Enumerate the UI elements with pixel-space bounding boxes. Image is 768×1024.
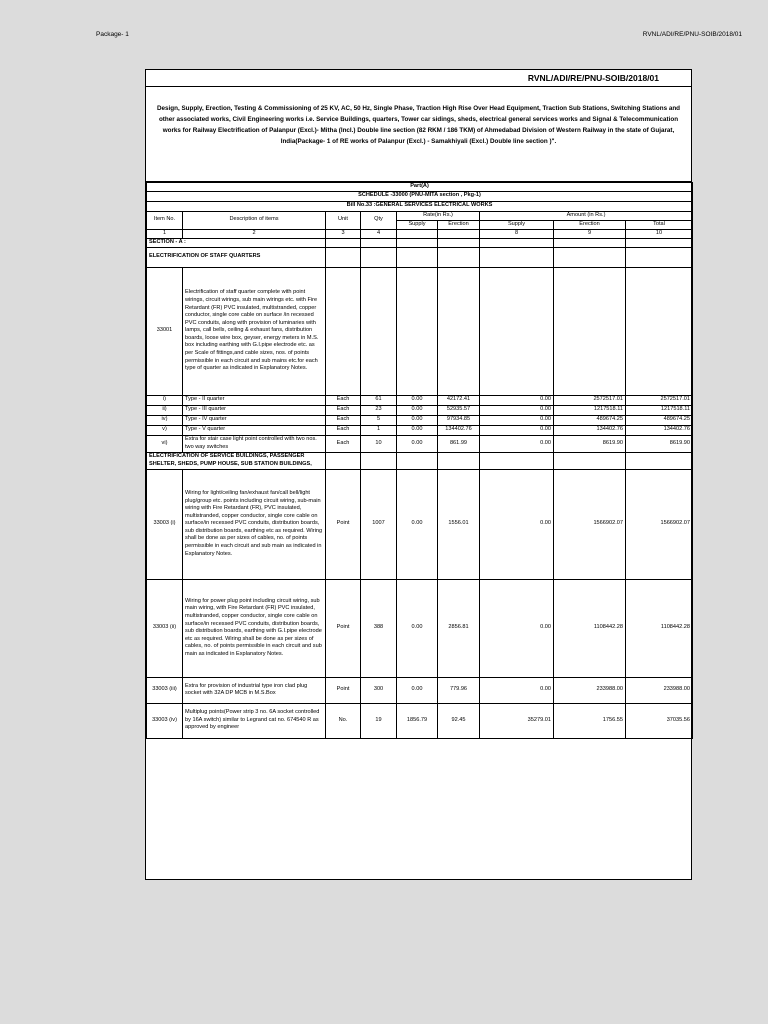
header-description: Description of items [183, 211, 326, 229]
item-total: 1108442.28 [626, 579, 693, 677]
item-no: 33003 (iii) [147, 677, 183, 703]
sub-item-desc: Type - IV quarter [183, 415, 326, 425]
bill-label: Bill No.33 :GENERAL SERVICES ELECTRICAL WORKS [147, 201, 693, 211]
item-total: 233988.00 [626, 677, 693, 703]
item-amount-supply: 35279.01 [480, 703, 554, 738]
sub-item-rate-supply: 0.00 [397, 405, 438, 415]
sub-item-amount-erection: 2572517.01 [554, 395, 626, 405]
item-rate-supply: 0.00 [397, 677, 438, 703]
sub-item-total: 1217518.11 [626, 405, 693, 415]
section-a-label: SECTION - A : [147, 238, 326, 247]
header-rate: Rate(in Rs.) [397, 211, 480, 220]
item-amount-supply: 0.00 [480, 579, 554, 677]
sub-item-qty: 23 [361, 405, 397, 415]
sub-item-rate-supply: 0.00 [397, 395, 438, 405]
header-rate-erection: Erection [438, 220, 480, 229]
tender-title: Design, Supply, Erection, Testing & Commissioning of 25 KV, AC, 50 Hz, Single Phase, Traction High Rise Over Head Equipment, Traction Sub Stations, Switching Stations and other associated works, Civil Engineering works i.e. Service Buildings, quarters, Tower car sidings, sheds, electrical general services works and Signal & Telecommunication works for Railway Electrification of Palanpur (Excl.)- Mitha (Incl.) Double line section (82 RKM / 186 TKM) of Ahmedabad Division of Western Railway in the state of Gujarat, India(Package- 1 of RE works of Palanpur (Excl.) - Samakhiyali (Excl.) Double line section )". [146, 87, 691, 182]
sub-item-rate-erection: 861.99 [438, 435, 480, 452]
item-qty: 388 [361, 579, 397, 677]
header-amount-total: Total [626, 220, 693, 229]
page-header-left: Package- 1 [96, 31, 129, 38]
sub-item-amount-erection: 1217518.11 [554, 405, 626, 415]
col-number: 4 [361, 229, 397, 238]
item-unit: Point [326, 469, 361, 579]
sub-item-rate-erection: 52935.57 [438, 405, 480, 415]
item-total: 37035.56 [626, 703, 693, 738]
boq-sheet [145, 69, 692, 880]
sub-item-total: 8619.90 [626, 435, 693, 452]
item-total: 1566902.07 [626, 469, 693, 579]
col-number: 9 [554, 229, 626, 238]
sub-item-qty: 61 [361, 395, 397, 405]
item-rate-erection: 92.45 [438, 703, 480, 738]
document-reference: RVNL/ADI/RE/PNU-SOIB/2018/01 [146, 70, 691, 87]
item-rate-erection: 2856.81 [438, 579, 480, 677]
section-service-buildings: ELECTRIFICATION OF SERVICE BUILDINGS, PASSENGER SHELTER, SHEDS, PUMP HOUSE, SUB STATION BUILDINGS, [147, 452, 326, 469]
item-amount-supply: 0.00 [480, 469, 554, 579]
sub-item-qty: 10 [361, 435, 397, 452]
sub-item-unit: Each [326, 435, 361, 452]
col-number: 2 [183, 229, 326, 238]
part-label: Part(A) [147, 183, 693, 192]
header-amount-erection: Erection [554, 220, 626, 229]
sub-item-amount-supply: 0.00 [480, 435, 554, 452]
col-number [397, 229, 438, 238]
item-amount-erection: 233988.00 [554, 677, 626, 703]
sub-item-no: vi) [147, 435, 183, 452]
item-rate-supply: 0.00 [397, 579, 438, 677]
page-header-right: RVNL/ADI/RE/PNU-SOIB/2018/01 [642, 31, 742, 38]
sub-item-rate-supply: 0.00 [397, 435, 438, 452]
item-desc: Wiring for power plug point including circuit wiring, sub main wiring, with Fire Retardant (FR) PVC insulated, multistranded, copper conductor, single core cable on surface/in recessed PVC conduits, distribution boards, sub distribution boards, earthing with G.I.pipe electrode etc as required. Wiring shall be done as per sizes of cables, no. of points permissible in each circuit and sub main as indicated in Explanatory Notes. [183, 579, 326, 677]
item-rate-erection: 779.96 [438, 677, 480, 703]
item-desc: Extra for provision of industrial type iron clad plug socket with 32A DP MCB in M.S.Box [183, 677, 326, 703]
sub-item-total: 134402.76 [626, 425, 693, 435]
sub-item-rate-erection: 134402.76 [438, 425, 480, 435]
header-unit: Unit [326, 211, 361, 229]
sub-item-amount-supply: 0.00 [480, 425, 554, 435]
sub-item-desc: Type - III quarter [183, 405, 326, 415]
sub-item-rate-erection: 97934.85 [438, 415, 480, 425]
header-rate-supply: Supply [397, 220, 438, 229]
item-desc: Multiplug points(Power strip 3 no. 6A socket controlled by 16A switch) similar to Legrand cat no. 674540 R as approved by engineer [183, 703, 326, 738]
item-no-33001: 33001 [147, 267, 183, 395]
col-number: 3 [326, 229, 361, 238]
sub-item-amount-supply: 0.00 [480, 415, 554, 425]
sub-item-qty: 1 [361, 425, 397, 435]
item-amount-erection: 1756.55 [554, 703, 626, 738]
item-desc-33001: Electrification of staff quarter complete with point wirings, circuit wirings, sub main wirings etc. with Fire Retardant (FR) PVC insulated, multistranded, copper conductor, single core cable on surface /in recessed PVC conduits, along with provision of luminaries with lamps, call bells, ceiling & exhaust fans, distribution boards, loose wire box, geyser, energy meters in M.S. box including earthing with G.I.pipe electrode etc. as per Scale of fittings,and cable sizes, nos. of points permissible in each circuit and sub mains etc.for each type of quarter as indicated in Explanatory Notes. [183, 267, 326, 395]
header-amount: Amount (in Rs.) [480, 211, 693, 220]
item-no: 33003 (iv) [147, 703, 183, 738]
col-number: 8 [480, 229, 554, 238]
item-qty: 19 [361, 703, 397, 738]
sub-item-total: 489674.25 [626, 415, 693, 425]
sub-item-rate-erection: 42172.41 [438, 395, 480, 405]
item-unit: No. [326, 703, 361, 738]
sub-item-amount-erection: 8619.90 [554, 435, 626, 452]
item-unit: Point [326, 677, 361, 703]
sub-item-total: 2572517.01 [626, 395, 693, 405]
item-rate-erection: 1556.01 [438, 469, 480, 579]
col-number: 1 [147, 229, 183, 238]
item-unit: Point [326, 579, 361, 677]
sub-item-unit: Each [326, 405, 361, 415]
item-qty: 300 [361, 677, 397, 703]
item-no: 33003 (ii) [147, 579, 183, 677]
sub-item-desc: Type - II quarter [183, 395, 326, 405]
item-rate-supply: 1856.79 [397, 703, 438, 738]
section-staff-quarters: ELECTRIFICATION OF STAFF QUARTERS [147, 247, 326, 267]
sub-item-amount-erection: 134402.76 [554, 425, 626, 435]
header-qty: Qty [361, 211, 397, 229]
sub-item-amount-erection: 489674.25 [554, 415, 626, 425]
header-item-no: Item No. [147, 211, 183, 229]
sub-item-desc: Type - V quarter [183, 425, 326, 435]
sub-item-qty: 5 [361, 415, 397, 425]
boq-table [146, 182, 693, 739]
item-qty: 1007 [361, 469, 397, 579]
item-amount-supply: 0.00 [480, 677, 554, 703]
header-amount-supply: Supply [480, 220, 554, 229]
sub-item-amount-supply: 0.00 [480, 395, 554, 405]
item-rate-supply: 0.00 [397, 469, 438, 579]
col-number [438, 229, 480, 238]
item-amount-erection: 1108442.28 [554, 579, 626, 677]
col-number: 10 [626, 229, 693, 238]
sub-item-desc: Extra for stair case light point controlled with two nos. two way switches [183, 435, 326, 452]
sub-item-no: v) [147, 425, 183, 435]
sub-item-no: ii) [147, 405, 183, 415]
sub-item-no: iv) [147, 415, 183, 425]
sub-item-rate-supply: 0.00 [397, 425, 438, 435]
item-desc: Wiring for light/ceiling fan/exhaust fan/call bell/light plug/group etc. points including circuit wiring, sub-main wiring with Fire Retardant (FR), PVC insulated, multistranded, copper conductor, single core cable on surface/in recessed PVC conduits, distribution boards, sub distribution boards, earthing etc as required. Wiring shall be done as per sizes of cables, no. of points permissible in each circuit and sub main as indicated in Explanatory Notes. [183, 469, 326, 579]
sub-item-amount-supply: 0.00 [480, 405, 554, 415]
sub-item-unit: Each [326, 395, 361, 405]
sub-item-unit: Each [326, 425, 361, 435]
item-no: 33003 (i) [147, 469, 183, 579]
schedule-label: SCHEDULE -33000 (PNU-MITA section , Pkg-1) [147, 191, 693, 201]
sub-item-rate-supply: 0.00 [397, 415, 438, 425]
item-amount-erection: 1566902.07 [554, 469, 626, 579]
sub-item-unit: Each [326, 415, 361, 425]
sub-item-no: i) [147, 395, 183, 405]
